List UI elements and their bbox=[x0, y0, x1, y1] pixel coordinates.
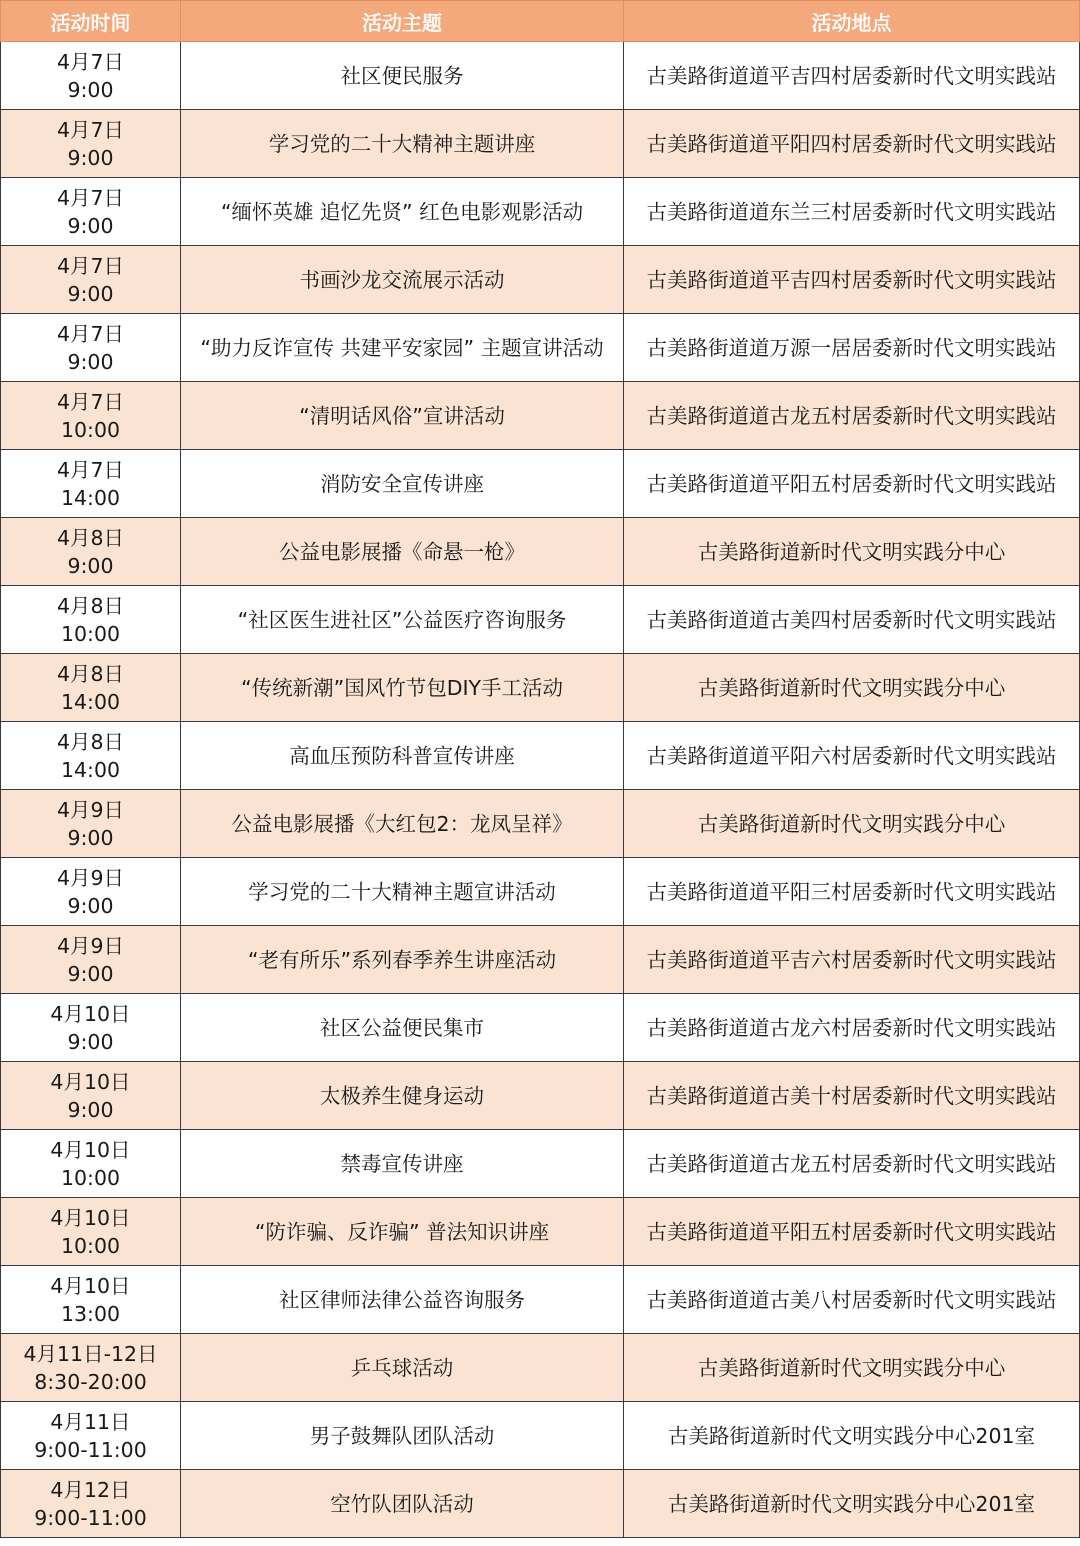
table-row bbox=[1, 1062, 1080, 1130]
activity-time: 10:00 bbox=[60, 417, 121, 442]
activity-topic: 太极养生健身运动 bbox=[181, 1062, 624, 1130]
table-row bbox=[1, 1402, 1080, 1470]
table-row bbox=[1, 926, 1080, 994]
activity-topic: “防诈骗、反诈骗” 普法知识讲座 bbox=[181, 1198, 624, 1266]
activity-topic: 公益电影展播《大红包2：龙凤呈祥》 bbox=[181, 790, 624, 858]
activity-topic: 学习党的二十大精神主题讲座 bbox=[181, 110, 624, 178]
activity-place: 古美路街道道古美八村居委新时代文明实践站 bbox=[624, 1266, 1080, 1334]
time-cell bbox=[1, 1130, 181, 1198]
activity-place: 古美路街道道古美十村居委新时代文明实践站 bbox=[624, 1062, 1080, 1130]
time-cell bbox=[1, 110, 181, 178]
time-cell bbox=[1, 722, 181, 790]
activity-place: 古美路街道道平阳六村居委新时代文明实践站 bbox=[624, 722, 1080, 790]
activity-time: 10:00 bbox=[60, 1233, 121, 1258]
activity-place: 古美路街道道平阳四村居委新时代文明实践站 bbox=[624, 110, 1080, 178]
activity-topic: 禁毒宣传讲座 bbox=[181, 1130, 624, 1198]
activity-date: 4月7日 bbox=[56, 117, 125, 142]
table-row bbox=[1, 1470, 1080, 1538]
table-row bbox=[1, 790, 1080, 858]
time-cell bbox=[1, 994, 181, 1062]
activity-time: 10:00 bbox=[60, 1165, 121, 1190]
activity-date: 4月7日 bbox=[56, 389, 125, 414]
activity-topic: 社区公益便民集市 bbox=[181, 994, 624, 1062]
activity-place: 古美路街道新时代文明实践分中心 bbox=[624, 790, 1080, 858]
activity-date: 4月10日 bbox=[50, 1001, 131, 1026]
activity-topic: “清明话风俗”宣讲活动 bbox=[181, 382, 624, 450]
activity-time: 9:00 bbox=[67, 1029, 114, 1054]
activity-time: 14:00 bbox=[60, 757, 121, 782]
activity-place: 古美路街道道平吉四村居委新时代文明实践站 bbox=[624, 246, 1080, 314]
time-cell bbox=[1, 450, 181, 518]
activity-date: 4月12日 bbox=[50, 1477, 131, 1502]
time-cell bbox=[1, 518, 181, 586]
table-row bbox=[1, 314, 1080, 382]
table-row bbox=[1, 110, 1080, 178]
activity-date: 4月11日-12日 bbox=[23, 1341, 158, 1366]
time-cell bbox=[1, 1402, 181, 1470]
activity-date: 4月7日 bbox=[56, 321, 125, 346]
table-row bbox=[1, 586, 1080, 654]
table-row bbox=[1, 1334, 1080, 1402]
activity-place: 古美路街道道平吉四村居委新时代文明实践站 bbox=[624, 42, 1080, 110]
activity-topic: 男子鼓舞队团队活动 bbox=[181, 1402, 624, 1470]
table-row bbox=[1, 450, 1080, 518]
header-topic: 活动主题 bbox=[181, 1, 624, 42]
activity-date: 4月8日 bbox=[56, 525, 125, 550]
time-cell bbox=[1, 1266, 181, 1334]
activity-date: 4月10日 bbox=[50, 1205, 131, 1230]
time-cell bbox=[1, 790, 181, 858]
time-cell bbox=[1, 1062, 181, 1130]
activity-topic: 公益电影展播《命悬一枪》 bbox=[181, 518, 624, 586]
activity-date: 4月7日 bbox=[56, 253, 125, 278]
table-row bbox=[1, 1266, 1080, 1334]
table-row bbox=[1, 722, 1080, 790]
activity-topic: “社区医生进社区”公益医疗咨询服务 bbox=[181, 586, 624, 654]
activity-time: 8:30-20:00 bbox=[34, 1369, 147, 1394]
time-cell bbox=[1, 42, 181, 110]
activity-date: 4月7日 bbox=[56, 185, 125, 210]
table-header bbox=[1, 1, 1080, 42]
time-cell bbox=[1, 246, 181, 314]
table-row bbox=[1, 858, 1080, 926]
header-row bbox=[1, 1, 1080, 42]
activity-topic: “老有所乐”系列春季养生讲座活动 bbox=[181, 926, 624, 994]
activity-place: 古美路街道新时代文明实践分中心201室 bbox=[624, 1470, 1080, 1538]
activity-place: 古美路街道道平阳三村居委新时代文明实践站 bbox=[624, 858, 1080, 926]
activity-place: 古美路街道道东兰三村居委新时代文明实践站 bbox=[624, 178, 1080, 246]
activity-topic: 社区律师法律公益咨询服务 bbox=[181, 1266, 624, 1334]
activity-topic: 社区便民服务 bbox=[181, 42, 624, 110]
activity-date: 4月8日 bbox=[56, 729, 125, 754]
activity-date: 4月10日 bbox=[50, 1137, 131, 1162]
activity-date: 4月8日 bbox=[56, 661, 125, 686]
activity-time: 9:00-11:00 bbox=[34, 1437, 147, 1462]
activity-place: 古美路街道道古美四村居委新时代文明实践站 bbox=[624, 586, 1080, 654]
time-cell bbox=[1, 586, 181, 654]
activity-place: 古美路街道道万源一居居委新时代文明实践站 bbox=[624, 314, 1080, 382]
table-row bbox=[1, 1198, 1080, 1266]
activity-date: 4月7日 bbox=[56, 457, 125, 482]
time-cell bbox=[1, 314, 181, 382]
activity-date: 4月7日 bbox=[56, 49, 125, 74]
activity-date: 4月9日 bbox=[56, 797, 125, 822]
activity-time: 9:00 bbox=[67, 213, 114, 238]
table-row bbox=[1, 382, 1080, 450]
activity-topic: 消防安全宣传讲座 bbox=[181, 450, 624, 518]
time-cell bbox=[1, 178, 181, 246]
activity-topic: 学习党的二十大精神主题宣讲活动 bbox=[181, 858, 624, 926]
table-body bbox=[1, 42, 1080, 1538]
activity-date: 4月10日 bbox=[50, 1273, 131, 1298]
table-row bbox=[1, 42, 1080, 110]
activity-date: 4月10日 bbox=[50, 1069, 131, 1094]
activity-time: 9:00 bbox=[67, 281, 114, 306]
table-row bbox=[1, 654, 1080, 722]
activity-date: 4月9日 bbox=[56, 933, 125, 958]
time-cell bbox=[1, 1470, 181, 1538]
time-cell bbox=[1, 1198, 181, 1266]
activity-place: 古美路街道道平阳五村居委新时代文明实践站 bbox=[624, 450, 1080, 518]
activity-date: 4月11日 bbox=[50, 1409, 131, 1434]
time-cell bbox=[1, 1334, 181, 1402]
activity-topic: “传统新潮”国风竹节包DIY手工活动 bbox=[181, 654, 624, 722]
table-row bbox=[1, 518, 1080, 586]
activity-time: 9:00 bbox=[67, 77, 114, 102]
table-row bbox=[1, 178, 1080, 246]
activity-place: 古美路街道道古龙六村居委新时代文明实践站 bbox=[624, 994, 1080, 1062]
activity-time: 9:00-11:00 bbox=[34, 1505, 147, 1530]
activity-place: 古美路街道道古龙五村居委新时代文明实践站 bbox=[624, 382, 1080, 450]
activity-time: 9:00 bbox=[67, 1097, 114, 1122]
time-cell bbox=[1, 654, 181, 722]
activity-topic: 空竹队团队活动 bbox=[181, 1470, 624, 1538]
activity-place: 古美路街道新时代文明实践分中心201室 bbox=[624, 1402, 1080, 1470]
activity-place: 古美路街道道平吉六村居委新时代文明实践站 bbox=[624, 926, 1080, 994]
activity-topic: 乒乓球活动 bbox=[181, 1334, 624, 1402]
activity-place: 古美路街道新时代文明实践分中心 bbox=[624, 518, 1080, 586]
activity-time: 9:00 bbox=[67, 893, 114, 918]
time-cell bbox=[1, 858, 181, 926]
activity-place: 古美路街道新时代文明实践分中心 bbox=[624, 1334, 1080, 1402]
activity-time: 9:00 bbox=[67, 961, 114, 986]
activity-time: 9:00 bbox=[67, 553, 114, 578]
activity-time: 10:00 bbox=[60, 621, 121, 646]
activity-place: 古美路街道道平阳五村居委新时代文明实践站 bbox=[624, 1198, 1080, 1266]
activity-date: 4月8日 bbox=[56, 593, 125, 618]
activity-topic: “助力反诈宣传 共建平安家园” 主题宣讲活动 bbox=[181, 314, 624, 382]
activity-time: 14:00 bbox=[60, 485, 121, 510]
activity-place: 古美路街道新时代文明实践分中心 bbox=[624, 654, 1080, 722]
header-place: 活动地点 bbox=[624, 1, 1080, 42]
activity-topic: 高血压预防科普宣传讲座 bbox=[181, 722, 624, 790]
activity-time: 9:00 bbox=[67, 349, 114, 374]
time-cell bbox=[1, 926, 181, 994]
header-time: 活动时间 bbox=[1, 1, 181, 42]
activity-topic: 书画沙龙交流展示活动 bbox=[181, 246, 624, 314]
activity-date: 4月9日 bbox=[56, 865, 125, 890]
activity-topic: “缅怀英雄 追忆先贤” 红色电影观影活动 bbox=[181, 178, 624, 246]
activity-time: 13:00 bbox=[60, 1301, 121, 1326]
table-row bbox=[1, 1130, 1080, 1198]
activity-time: 9:00 bbox=[67, 825, 114, 850]
activity-place: 古美路街道道古龙五村居委新时代文明实践站 bbox=[624, 1130, 1080, 1198]
table-row bbox=[1, 994, 1080, 1062]
table-row bbox=[1, 246, 1080, 314]
activity-time: 9:00 bbox=[67, 145, 114, 170]
activity-time: 14:00 bbox=[60, 689, 121, 714]
time-cell bbox=[1, 382, 181, 450]
